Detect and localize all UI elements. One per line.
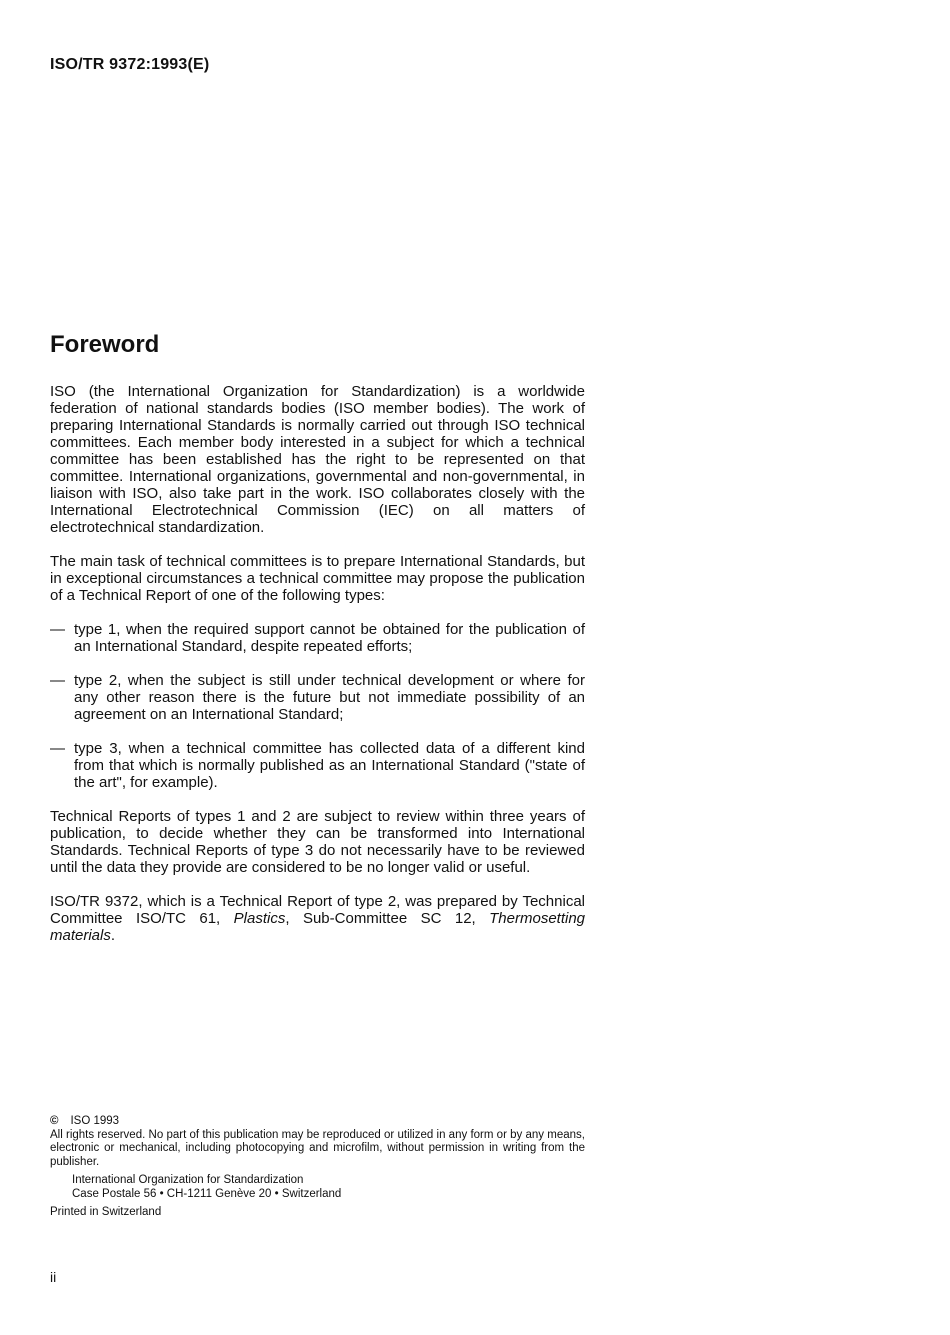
publisher-address — [50, 1174, 585, 1201]
list-item-text: type 1, when the required support cannot be obtained for the publication of an International Standard, despite repeated efforts; — [74, 621, 585, 655]
foreword-body — [50, 383, 585, 961]
list-item-text: type 2, when the subject is still under technical development or where for any other reason there is the future but not immediate possibility of an agreement on an International Standard; — [74, 672, 585, 723]
dash-marker: — — [50, 740, 65, 757]
subcommittee-name: Thermosetting materials — [50, 910, 586, 944]
page-number: ii — [50, 1269, 57, 1285]
foreword-paragraph-2: The main task of technical committees is to prepare International Standards, but in exceptional circumstances a technical committee may propose the publication of a Technical Report of one of the following types: — [50, 553, 585, 604]
paragraph-4-suffix: . — [110, 927, 116, 944]
committee-name: Plastics — [233, 910, 286, 927]
organization-name: International Organization for Standardization — [72, 1174, 304, 1186]
paragraph-4-prefix: ISO/TR 9372, which is a Technical Report of type 2, was prepared by Technical Committee ISO/TC 61, — [50, 893, 585, 927]
foreword-paragraph-1: ISO (the International Organization for Standardization) is a worldwide federation of national standards bodies (ISO member bodies). The work of preparing International Standards is normally carried out through ISO technical committees. Each member body interested in a subject for which a technical committee has been established has the right to be represented on that committee. International organizations, governmental and non-governmental, in liaison with ISO, also take part in the work. ISO collaborates closely with the International Electrotechnical Commission (IEC) on all matters of electrotechnical standardization. — [50, 383, 585, 536]
foreword-heading: Foreword — [50, 331, 160, 358]
document-identifier: ISO/TR 9372:1993(E) — [50, 56, 210, 73]
printed-in: Printed in Switzerland — [50, 1206, 162, 1218]
list-item — [50, 740, 585, 791]
postal-address: Case Postale 56 • CH-1211 Genève 20 • Switzerland — [72, 1187, 342, 1200]
dash-marker: — — [50, 621, 65, 638]
foreword-paragraph-3: Technical Reports of types 1 and 2 are subject to review within three years of publication, to decide whether they can be transformed into International Standards. Technical Reports of type 3 do not necessarily have to be reviewed until the data they provide are considered to be no longer valid or useful. — [50, 808, 585, 876]
foreword-paragraph-4 — [50, 893, 585, 944]
copyright-block — [50, 1115, 585, 1220]
copyright-icon: © — [50, 1115, 59, 1127]
copyright-line — [50, 1115, 585, 1129]
paragraph-4-middle: , Sub-Committee SC 12, — [285, 910, 490, 927]
list-item-text: type 3, when a technical committee has collected data of a different kind from that which is normally published as an International Standard ("state of the art", for example). — [74, 740, 585, 791]
list-item — [50, 621, 585, 655]
rights-statement: All rights reserved. No part of this publication may be reproduced or utilized in any form or by any means, electronic or mechanical, including photocopying and microfilm, without permission in writing from the publisher. — [50, 1128, 585, 1168]
dash-marker: — — [50, 672, 65, 689]
list-item — [50, 672, 585, 723]
copyright-year: ISO 1993 — [70, 1115, 120, 1127]
